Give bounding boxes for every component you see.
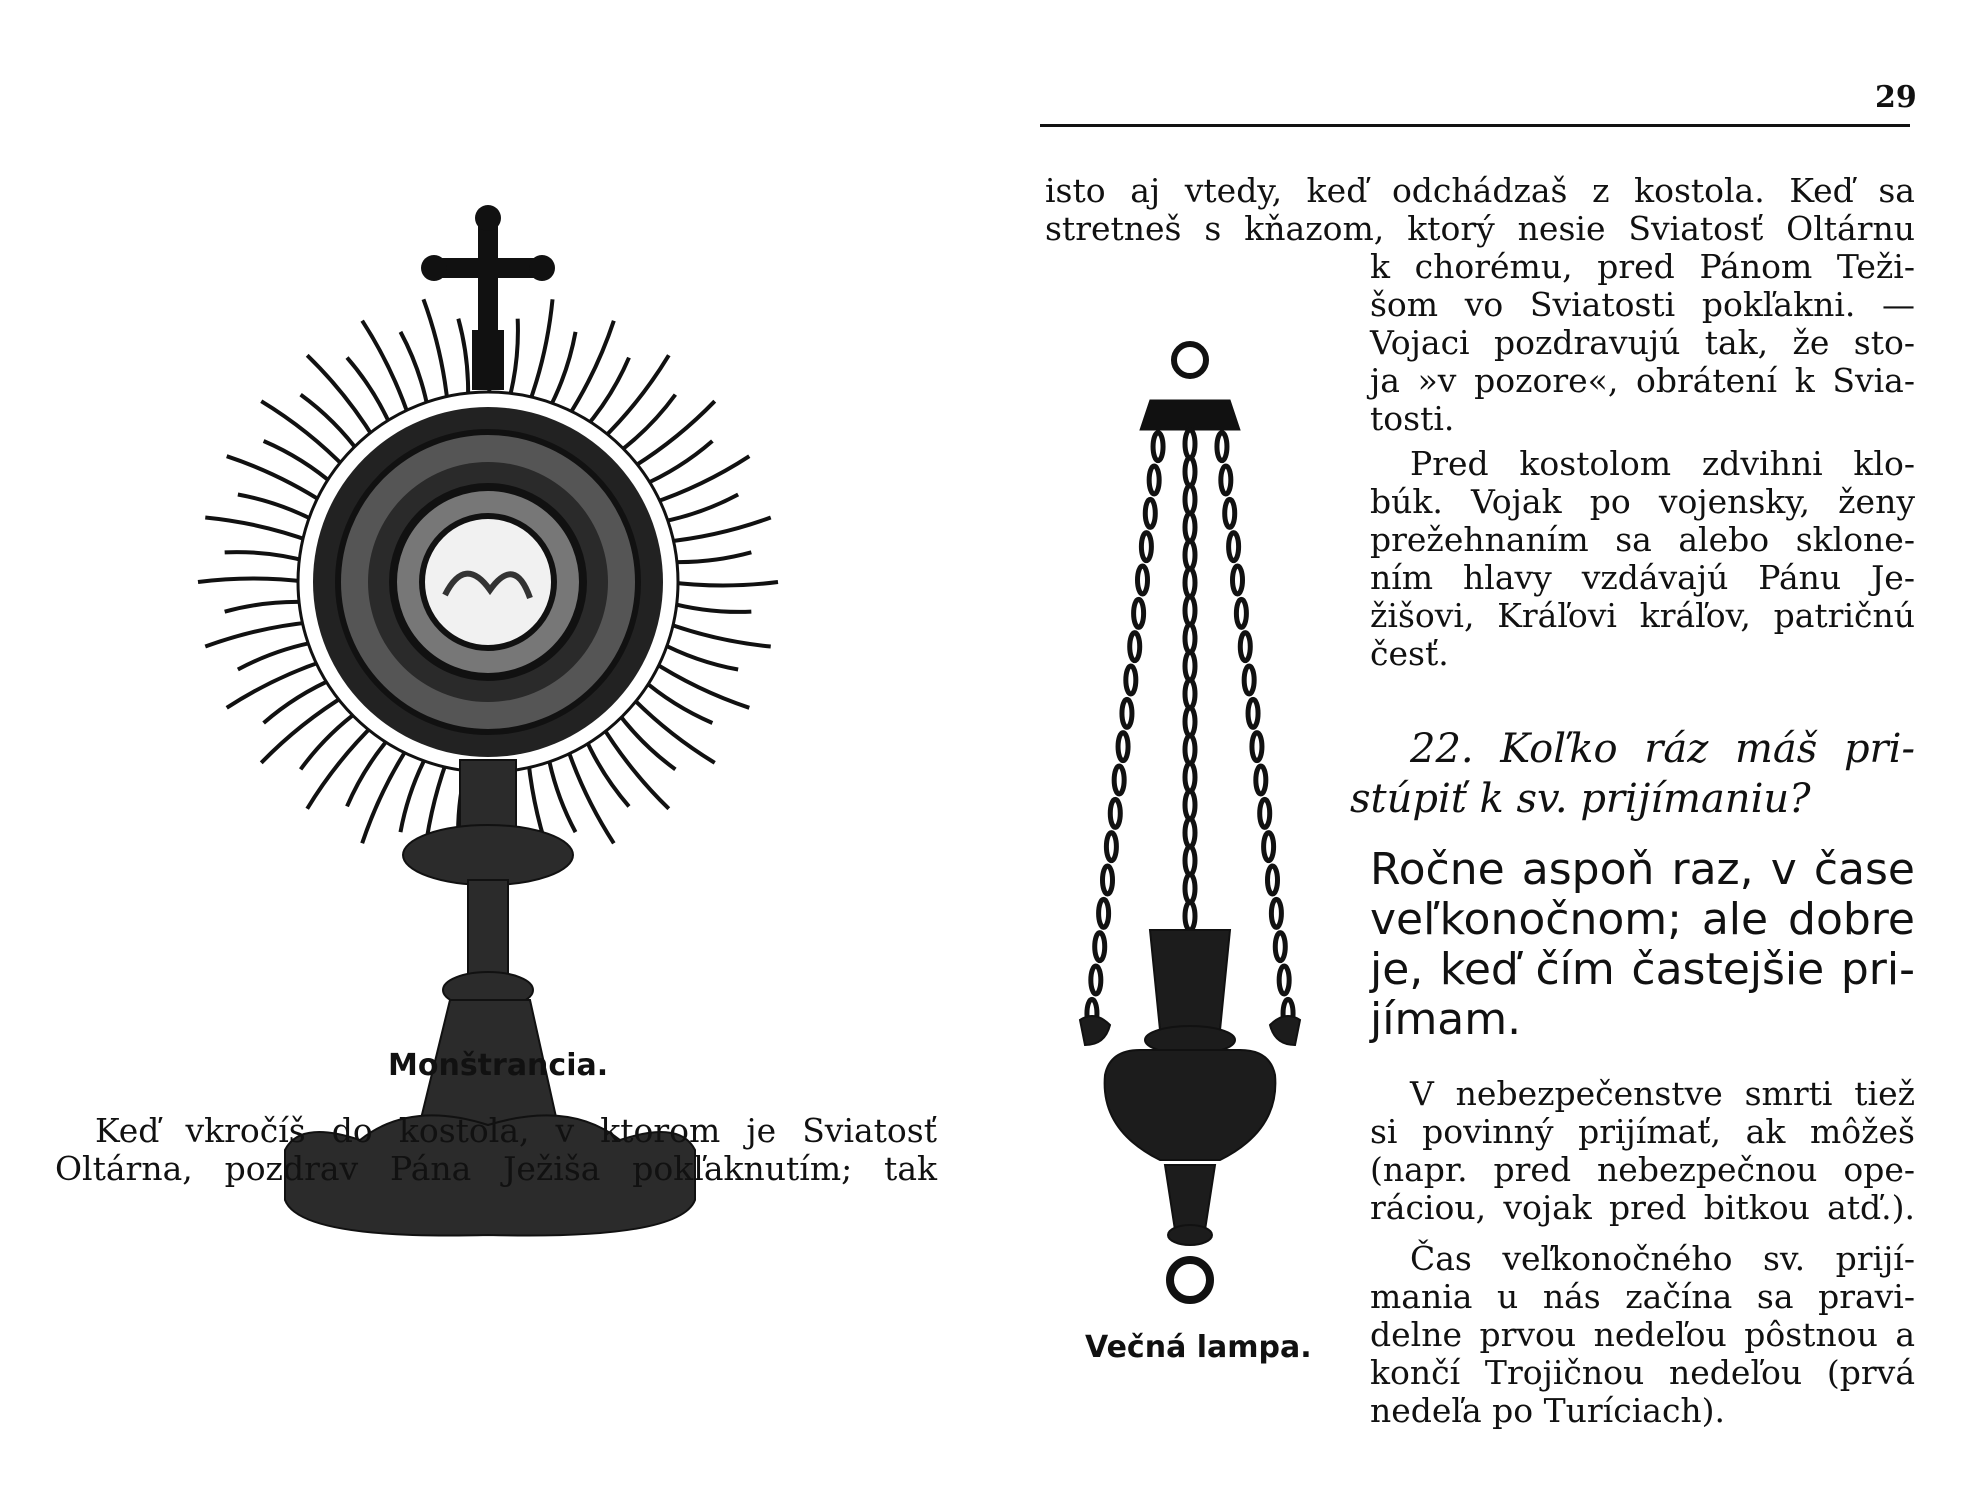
para4-line-5: nedeľa po Turíciach). bbox=[1370, 1391, 1726, 1430]
para1-line-2: šom vo Sviatosti pokľakni. — bbox=[1370, 285, 1915, 324]
para1-line-3: Vojaci pozdravujú tak, že sto- bbox=[1370, 323, 1915, 362]
para2-line-4: ním hlavy vzdávajú Pánu Je- bbox=[1370, 558, 1915, 597]
para4-line-3: delne prvou nedeľou pôstnou a bbox=[1370, 1315, 1915, 1354]
header-rule bbox=[1040, 124, 1910, 127]
answer-line-2: veľkonočnom; ale dobre bbox=[1370, 894, 1915, 945]
right-top-line-2: stretneš s kňazom, ktorý nesie Sviatosť Oltárnu bbox=[1045, 209, 1915, 248]
para2-line-1: Pred kostolom zdvihni klo- bbox=[1410, 444, 1915, 483]
para3-line-2: si povinný prijímať, ak môžeš bbox=[1370, 1112, 1915, 1151]
para1-line-4: ja »v pozore«, obrátení k Svia- bbox=[1370, 361, 1915, 400]
para2-line-2: búk. Vojak po vojensky, ženy bbox=[1370, 482, 1915, 521]
page-number: 29 bbox=[1875, 80, 1917, 115]
question-heading-line-1: 22. Koľko ráz máš pri- bbox=[1410, 726, 1915, 772]
left-paragraph-line-2: Oltárna, pozdrav Pána Ježiša pokľaknutím; tak bbox=[55, 1149, 937, 1188]
para3-line-3: (napr. pred nebezpečnou ope- bbox=[1370, 1150, 1915, 1189]
answer-line-1: Ročne aspoň raz, v čase bbox=[1370, 844, 1915, 895]
eternal-lamp-illustration bbox=[1040, 330, 1340, 1320]
para4-line-4: končí Trojičnou nedeľou (prvá bbox=[1370, 1353, 1915, 1392]
figure-caption-monstrance: Monštrancia. bbox=[388, 1048, 609, 1083]
para2-line-6: česť. bbox=[1370, 634, 1449, 673]
para2-line-3: prežehnaním sa alebo sklone- bbox=[1370, 520, 1915, 559]
para2-line-5: žišovi, Kráľovi kráľov, patričnú bbox=[1370, 596, 1915, 635]
right-top-line-1: isto aj vtedy, keď odchádzaš z kostola. Keď sa bbox=[1045, 171, 1915, 210]
left-paragraph-line-1: Keď vkročíš do kostola, v ktorom je Sviatosť bbox=[95, 1111, 937, 1150]
para1-line-1: k chorému, pred Pánom Teži- bbox=[1370, 247, 1915, 286]
para1-line-5: tosti. bbox=[1370, 399, 1455, 438]
para3-line-1: V nebezpečenstve smrti tiež bbox=[1410, 1074, 1915, 1113]
para3-line-4: ráciou, vojak pred bitkou atď.). bbox=[1370, 1188, 1915, 1227]
para4-line-1: Čas veľkonočného sv. prijí- bbox=[1410, 1239, 1915, 1278]
para4-line-2: mania u nás začína sa pravi- bbox=[1370, 1277, 1915, 1316]
figure-caption-eternal-lamp: Večná lampa. bbox=[1085, 1330, 1312, 1365]
answer-line-3: je, keď čím častejšie pri- bbox=[1370, 944, 1915, 995]
question-heading-line-2: stúpiť k sv. prijímaniu? bbox=[1350, 776, 1811, 822]
answer-line-4: jímam. bbox=[1370, 994, 1522, 1045]
